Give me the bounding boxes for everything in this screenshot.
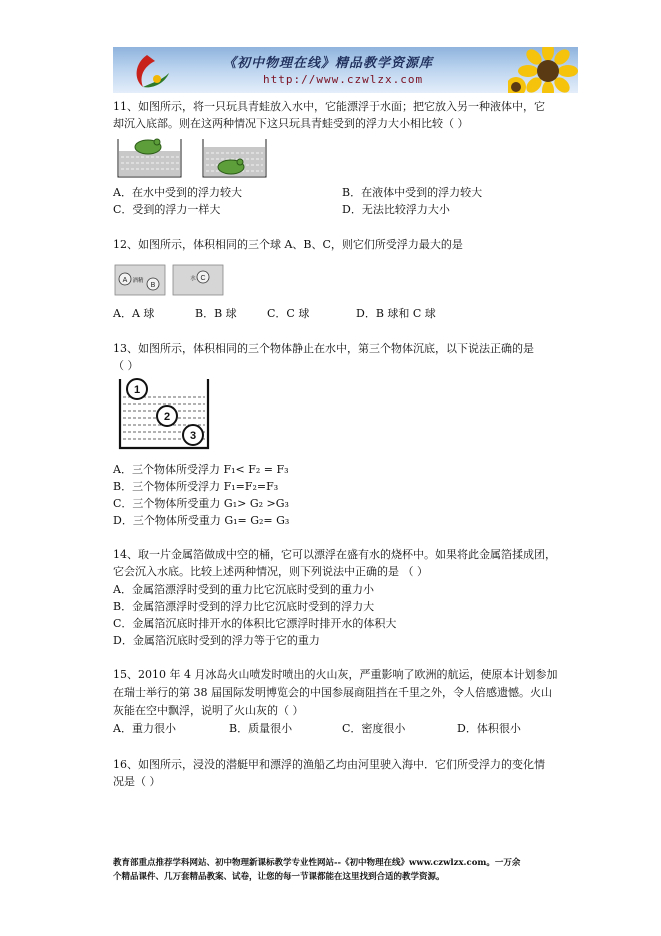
q11-option-c: C．受到的浮力一样大 [113, 203, 221, 216]
q15-line3: 灰能在空中飘浮，说明了火山灰的（ ） [113, 704, 304, 717]
q11-option-b: B．在液体中受到的浮力较大 [342, 186, 483, 199]
banner-title: 《初中物理在线》精品教学资源库 [223, 56, 434, 71]
q13-option-d: D．三个物体所受重力 G₁= G₂= G₃ [113, 514, 290, 527]
q12-option-b: B．B 球 [195, 307, 237, 320]
q12-liquid-label: 酒精 [132, 278, 144, 284]
q11-line2: 却沉入底部。则在这两种情况下这只玩具青蛙受到的浮力大小相比较（ ） [113, 117, 469, 130]
q11-line1: 11、如图所示，将一只玩具青蛙放入水中，它能漂浮于水面；把它放入另一种液体中，它 [113, 100, 545, 113]
site-logo-icon [125, 51, 175, 91]
q15-line2: 在瑞士举行的第 38 届国际发明博览会的中国参展商阻挡在千里之外，令人倍感遗憾。火山 [113, 686, 552, 699]
q12-option-c: C．C 球 [267, 307, 310, 320]
q15-option-c: C．密度很小 [342, 722, 406, 735]
q13-line1: 13、如图所示，体积相同的三个物体静止在水中，第三个物体沉底，以下说法正确的是 [113, 342, 534, 355]
q13-object-3-label: 3 [189, 430, 197, 442]
q15-option-a: A．重力很小 [113, 722, 176, 735]
q13-object-2-label: 2 [163, 411, 171, 423]
q12-ball-b-label: B [150, 282, 156, 289]
q14-option-d: D．金属箔沉底时受到的浮力等于它的重力 [113, 634, 320, 647]
q13-figure-floating-objects [113, 375, 213, 453]
q14-line1: 14、取一片金属箔做成中空的桶，它可以漂浮在盛有水的烧杯中。如果将此金属箔揉成团， [113, 548, 556, 561]
q13-option-c: C．三个物体所受重力 G₁> G₂ >G₃ [113, 497, 289, 510]
footer-line2: 个精品课件、几万套精品教案、试卷，让您的每一节课都能在这里找到合适的教学资源。 [113, 872, 445, 882]
q11-option-d: D．无法比较浮力大小 [342, 203, 450, 216]
q16-line2: 况是（ ） [113, 775, 161, 788]
sunflower-icon [508, 47, 578, 93]
q12-option-a: A．A 球 [113, 307, 155, 320]
q12-ball-a-label: A [122, 277, 128, 284]
q12-line1: 12、如图所示，体积相同的三个球 A、B、C，则它们所受浮力最大的是 [113, 238, 463, 251]
q12-water-label: 水 [190, 276, 196, 282]
q15-option-d: D．体积很小 [457, 722, 521, 735]
q14-option-a: A．金属箔漂浮时受到的重力比它沉底时受到的重力小 [113, 583, 374, 596]
q12-figure-balls-containers [113, 259, 228, 297]
q12-ball-c-label: C [200, 275, 206, 282]
q13-option-b: B．三个物体所受浮力 F₁=F₂=F₃ [113, 480, 279, 493]
q11-figure-frog-containers [113, 133, 283, 181]
q15-option-b: B．质量很小 [229, 722, 293, 735]
q14-option-b: B．金属箔漂浮时受到的浮力比它沉底时受到的浮力大 [113, 600, 375, 613]
q13-object-1-label: 1 [133, 384, 141, 396]
q14-line2: 它会沉入水底。比较上述两种情况，则下列说法中正确的是 （ ） [113, 565, 428, 578]
q13-line2: （ ） [113, 359, 139, 372]
header-banner [113, 47, 578, 93]
q12-option-d: D．B 球和 C 球 [356, 307, 436, 320]
footer-line1: 教育部重点推荐学科网站、初中物理新课标教学专业性网站--《初中物理在线》www.czwlzx.com。一万余 [113, 858, 521, 868]
q16-line1: 16、如图所示，浸没的潜艇甲和漂浮的渔船乙均由河里驶入海中．它们所受浮力的变化情 [113, 758, 545, 771]
q14-option-c: C．金属箔沉底时排开水的体积比它漂浮时排开水的体积大 [113, 617, 397, 630]
q11-option-a: A．在水中受到的浮力较大 [113, 186, 242, 199]
banner-url: http://www.czwlzx.com [263, 73, 424, 86]
q13-option-a: A．三个物体所受浮力 F₁< F₂ = F₃ [113, 463, 289, 476]
q15-line1: 15、2010 年 4 月冰岛火山喷发时喷出的火山灰，严重影响了欧洲的航运，使原本计划参加 [113, 668, 558, 681]
